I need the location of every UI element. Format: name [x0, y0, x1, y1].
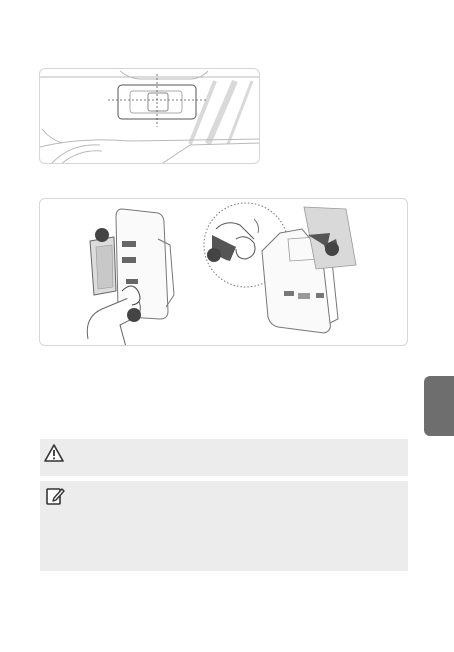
step-marker-2 — [127, 308, 141, 322]
note-pencil-icon — [45, 486, 65, 506]
chapter-side-tab — [424, 376, 454, 436]
mount-steps-illustration — [40, 199, 408, 346]
windshield-position-figure — [39, 68, 260, 164]
caution-notice-box — [40, 439, 408, 476]
mount-attachment-figure — [39, 198, 408, 346]
windshield-illustration — [40, 69, 260, 164]
warning-triangle-icon — [43, 443, 65, 463]
note-box — [40, 481, 408, 571]
step-marker-1 — [95, 228, 109, 242]
